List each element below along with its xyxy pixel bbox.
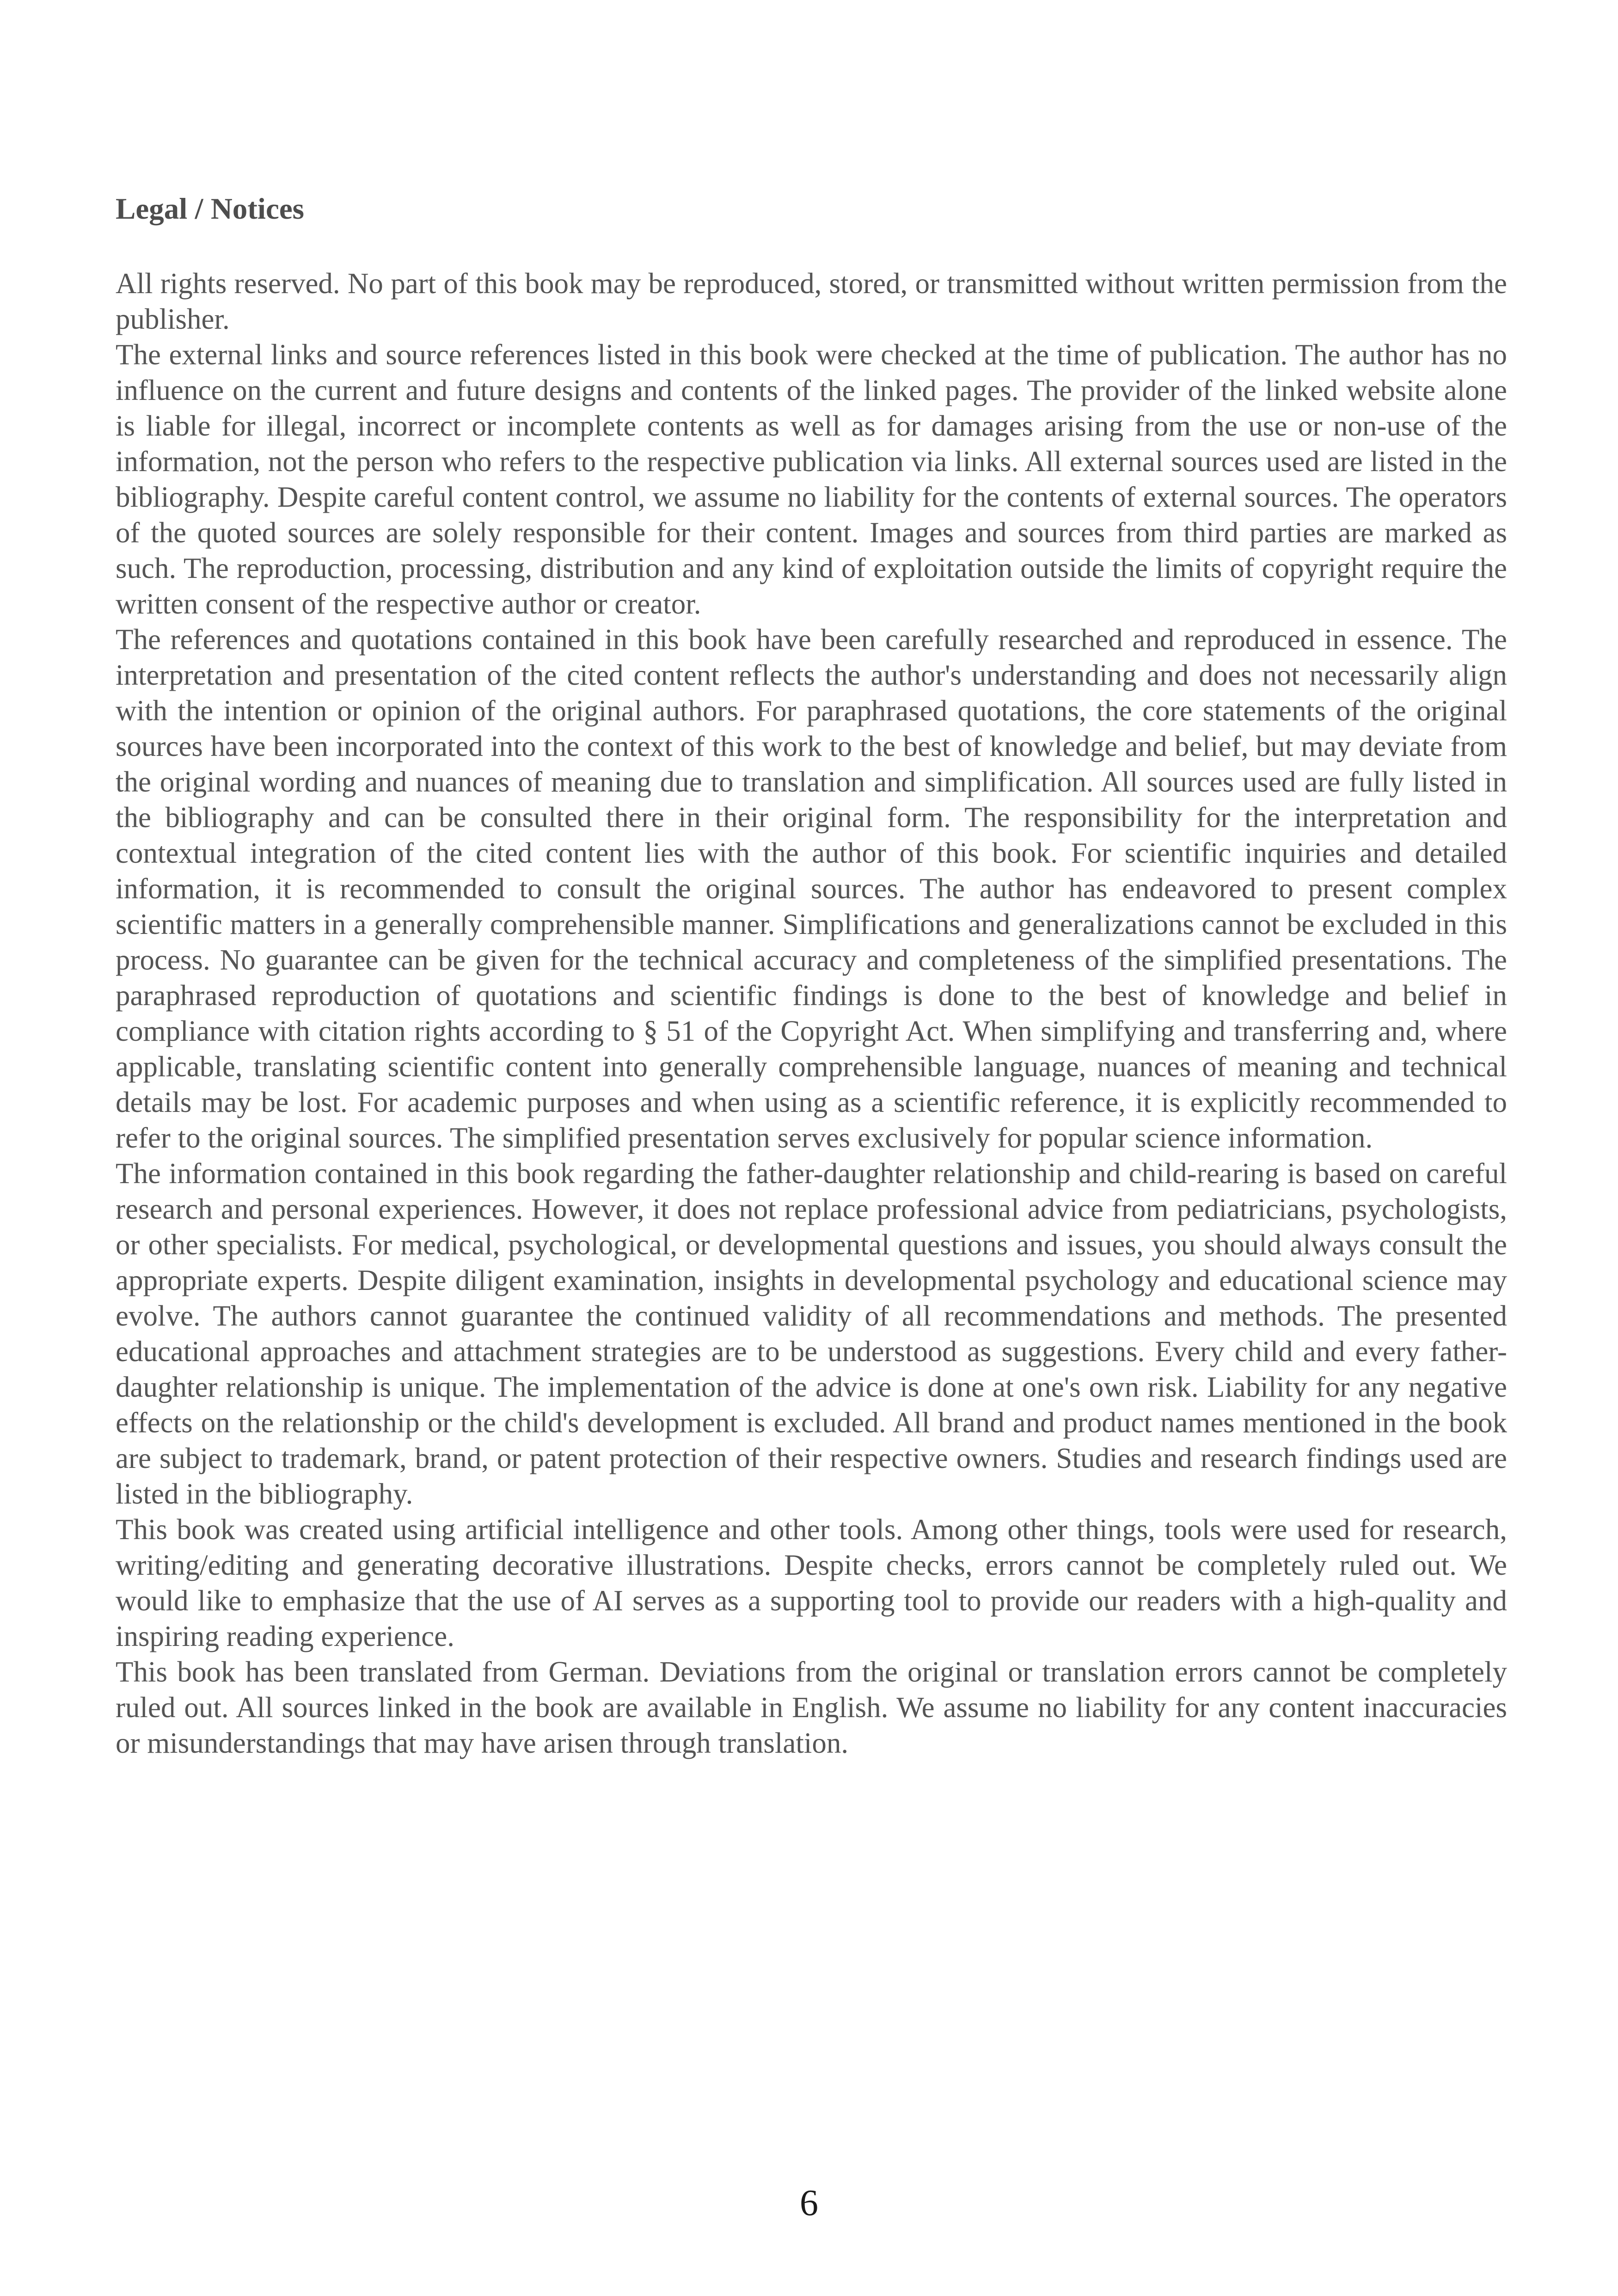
page-heading: Legal / Notices xyxy=(116,192,304,226)
paragraph-advice-disclaimer: The information contained in this book regarding the father-daughter relationship and child-rearing is based on careful research and personal experiences. However, it does not replace professional advice from pediatricians, psychologists, or other specialists. For medical, psychological, or developmental questions and issues, you should always consult the appropriate experts. Despite diligent examination, insights in developmental psychology and educational science may evolve. The authors cannot guarantee the continued validity of all recommendations and methods. The presented educational approaches and attachment strategies are to be understood as suggestions. Every child and every father-daughter relationship is unique. The implementation of the advice is done at one's own risk. Liability for any negative effects on the relationship or the child's development is excluded. All brand and product names mentioned in the book are subject to trademark, brand, or patent protection of their respective owners. Studies and research findings used are listed in the bibliography. xyxy=(116,1157,1507,1510)
page-number: 6 xyxy=(800,2183,818,2223)
paragraph-references: The references and quotations contained in this book have been carefully researched and reproduced in essence. The interpretation and presentation of the cited content reflects the author's understanding and does not necessarily align with the intention or opinion of the original authors. For paraphrased quotations, the core statements of the original sources have been incorporated into the context of this work to the best of knowledge and belief, but may deviate from the original wording and nuances of meaning due to translation and simplification. All sources used are fully listed in the bibliography and can be consulted there in their original form. The responsibility for the interpretation and contextual integration of the cited content lies with the author of this book. For scientific inquiries and detailed information, it is recommended to consult the original sources. The author has endeavored to present complex scientific matters in a generally comprehensible manner. Simplifications and generalizations cannot be excluded in this process. No guarantee can be given for the technical accuracy and completeness of the simplified presentations. The paraphrased reproduction of quotations and scientific findings is done to the best of knowledge and belief in compliance with citation rights according to § 51 of the Copyright Act. When simplifying and transferring and, where applicable, translating scientific content into generally comprehensible language, nuances of meaning and technical details may be lost. For academic purposes and when using as a scientific reference, it is explicitly recommended to refer to the original sources. The simplified presentation serves exclusively for popular science information. xyxy=(116,623,1507,1154)
paragraph-external-links: The external links and source references listed in this book were checked at the time of publication. The author has no influence on the current and future designs and contents of the linked pages. The provider of the linked website alone is liable for illegal, incorrect or incomplete contents as well as for damages arising from the use or non-use of the information, not the person who refers to the respective publication via links. All external sources used are listed in the bibliography. Despite careful content control, we assume no liability for the contents of external sources. The operators of the quoted sources are solely responsible for their content. Images and sources from third parties are marked as such. The reproduction, processing, distribution and any kind of exploitation outside the limits of copyright require the written consent of the respective author or creator. xyxy=(116,338,1507,620)
body-text xyxy=(116,266,1507,1761)
paragraph-translation-notice: This book has been translated from German. Deviations from the original or translation errors cannot be completely ruled out. All sources linked in the book are available in English. We assume no liability for any content inaccuracies or misunderstandings that may have arisen through translation. xyxy=(116,1656,1507,1759)
paragraph-ai-notice: This book was created using artificial intelligence and other tools. Among other things, tools were used for research, writing/editing and generating decorative illustrations. Despite checks, errors cannot be completely ruled out. We would like to emphasize that the use of AI serves as a supporting tool to provide our readers with a high-quality and inspiring reading experience. xyxy=(116,1513,1507,1652)
paragraph-rights: All rights reserved. No part of this book may be reproduced, stored, or transmitted without written permission from the publisher. xyxy=(116,267,1507,335)
